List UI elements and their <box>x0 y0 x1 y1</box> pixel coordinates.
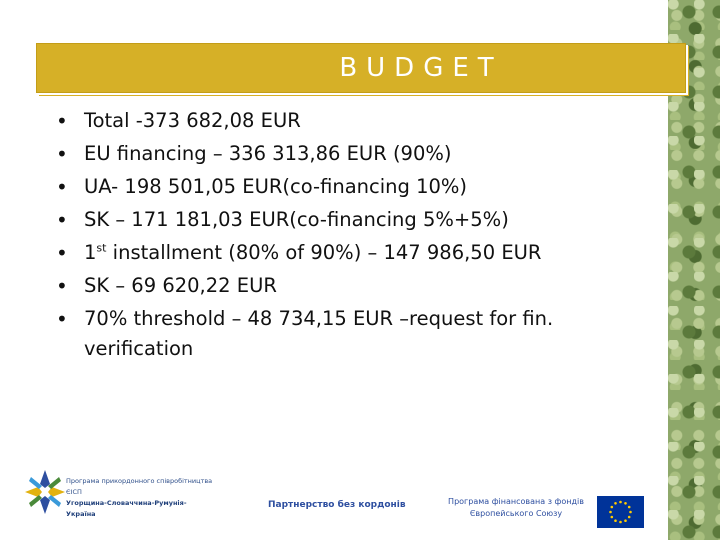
eu-caption-line-2: Європейського Союзу <box>469 509 563 518</box>
bullet-text-pre: 1 <box>84 241 97 264</box>
bullet-text: 70% threshold – 48 734,15 EUR –request for fin. verification <box>84 307 554 360</box>
partnership-slogan: Партнерство без кордонів <box>268 500 406 510</box>
bullet-item-sk <box>56 205 646 235</box>
bullet-text: EU financing – 336 313,86 EUR (90%) <box>84 142 452 165</box>
eu-caption-line-1: Програма фінансована з фондів <box>448 497 584 506</box>
bullet-item-ua <box>56 172 646 202</box>
bullet-text: SK – 171 181,03 EUR(co-financing 5%+5%) <box>84 208 509 231</box>
bullet-text: Total -373 682,08 EUR <box>84 109 301 132</box>
program-line-1: Програма прикордонного співробітництва ЄІСП <box>66 477 213 496</box>
bullet-text: SK – 69 620,22 EUR <box>84 274 277 297</box>
title-bar <box>36 43 686 93</box>
bullet-item-total <box>56 106 646 136</box>
footer <box>0 462 668 540</box>
bullet-list <box>56 106 646 367</box>
snowflake-star-logo-icon <box>24 468 66 516</box>
bullet-item-eu-financing <box>56 139 646 169</box>
bullet-text: UA- 198 501,05 EUR(co-financing 10%) <box>84 175 468 198</box>
eu-funding-caption <box>440 496 592 520</box>
program-line-2: Угорщина-Словаччина-Румунія-Україна <box>66 499 187 518</box>
bullet-item-sk-second <box>56 271 646 301</box>
bullet-item-installment <box>56 238 646 268</box>
program-caption <box>66 476 216 520</box>
slide-title: BUDGET <box>339 53 503 83</box>
bullet-text-sup: st <box>96 241 107 255</box>
eu-flag-icon <box>597 496 644 528</box>
bullet-item-threshold <box>56 304 646 364</box>
bullet-text-post: installment (80% of 90%) – 147 986,50 EUR <box>106 241 542 264</box>
